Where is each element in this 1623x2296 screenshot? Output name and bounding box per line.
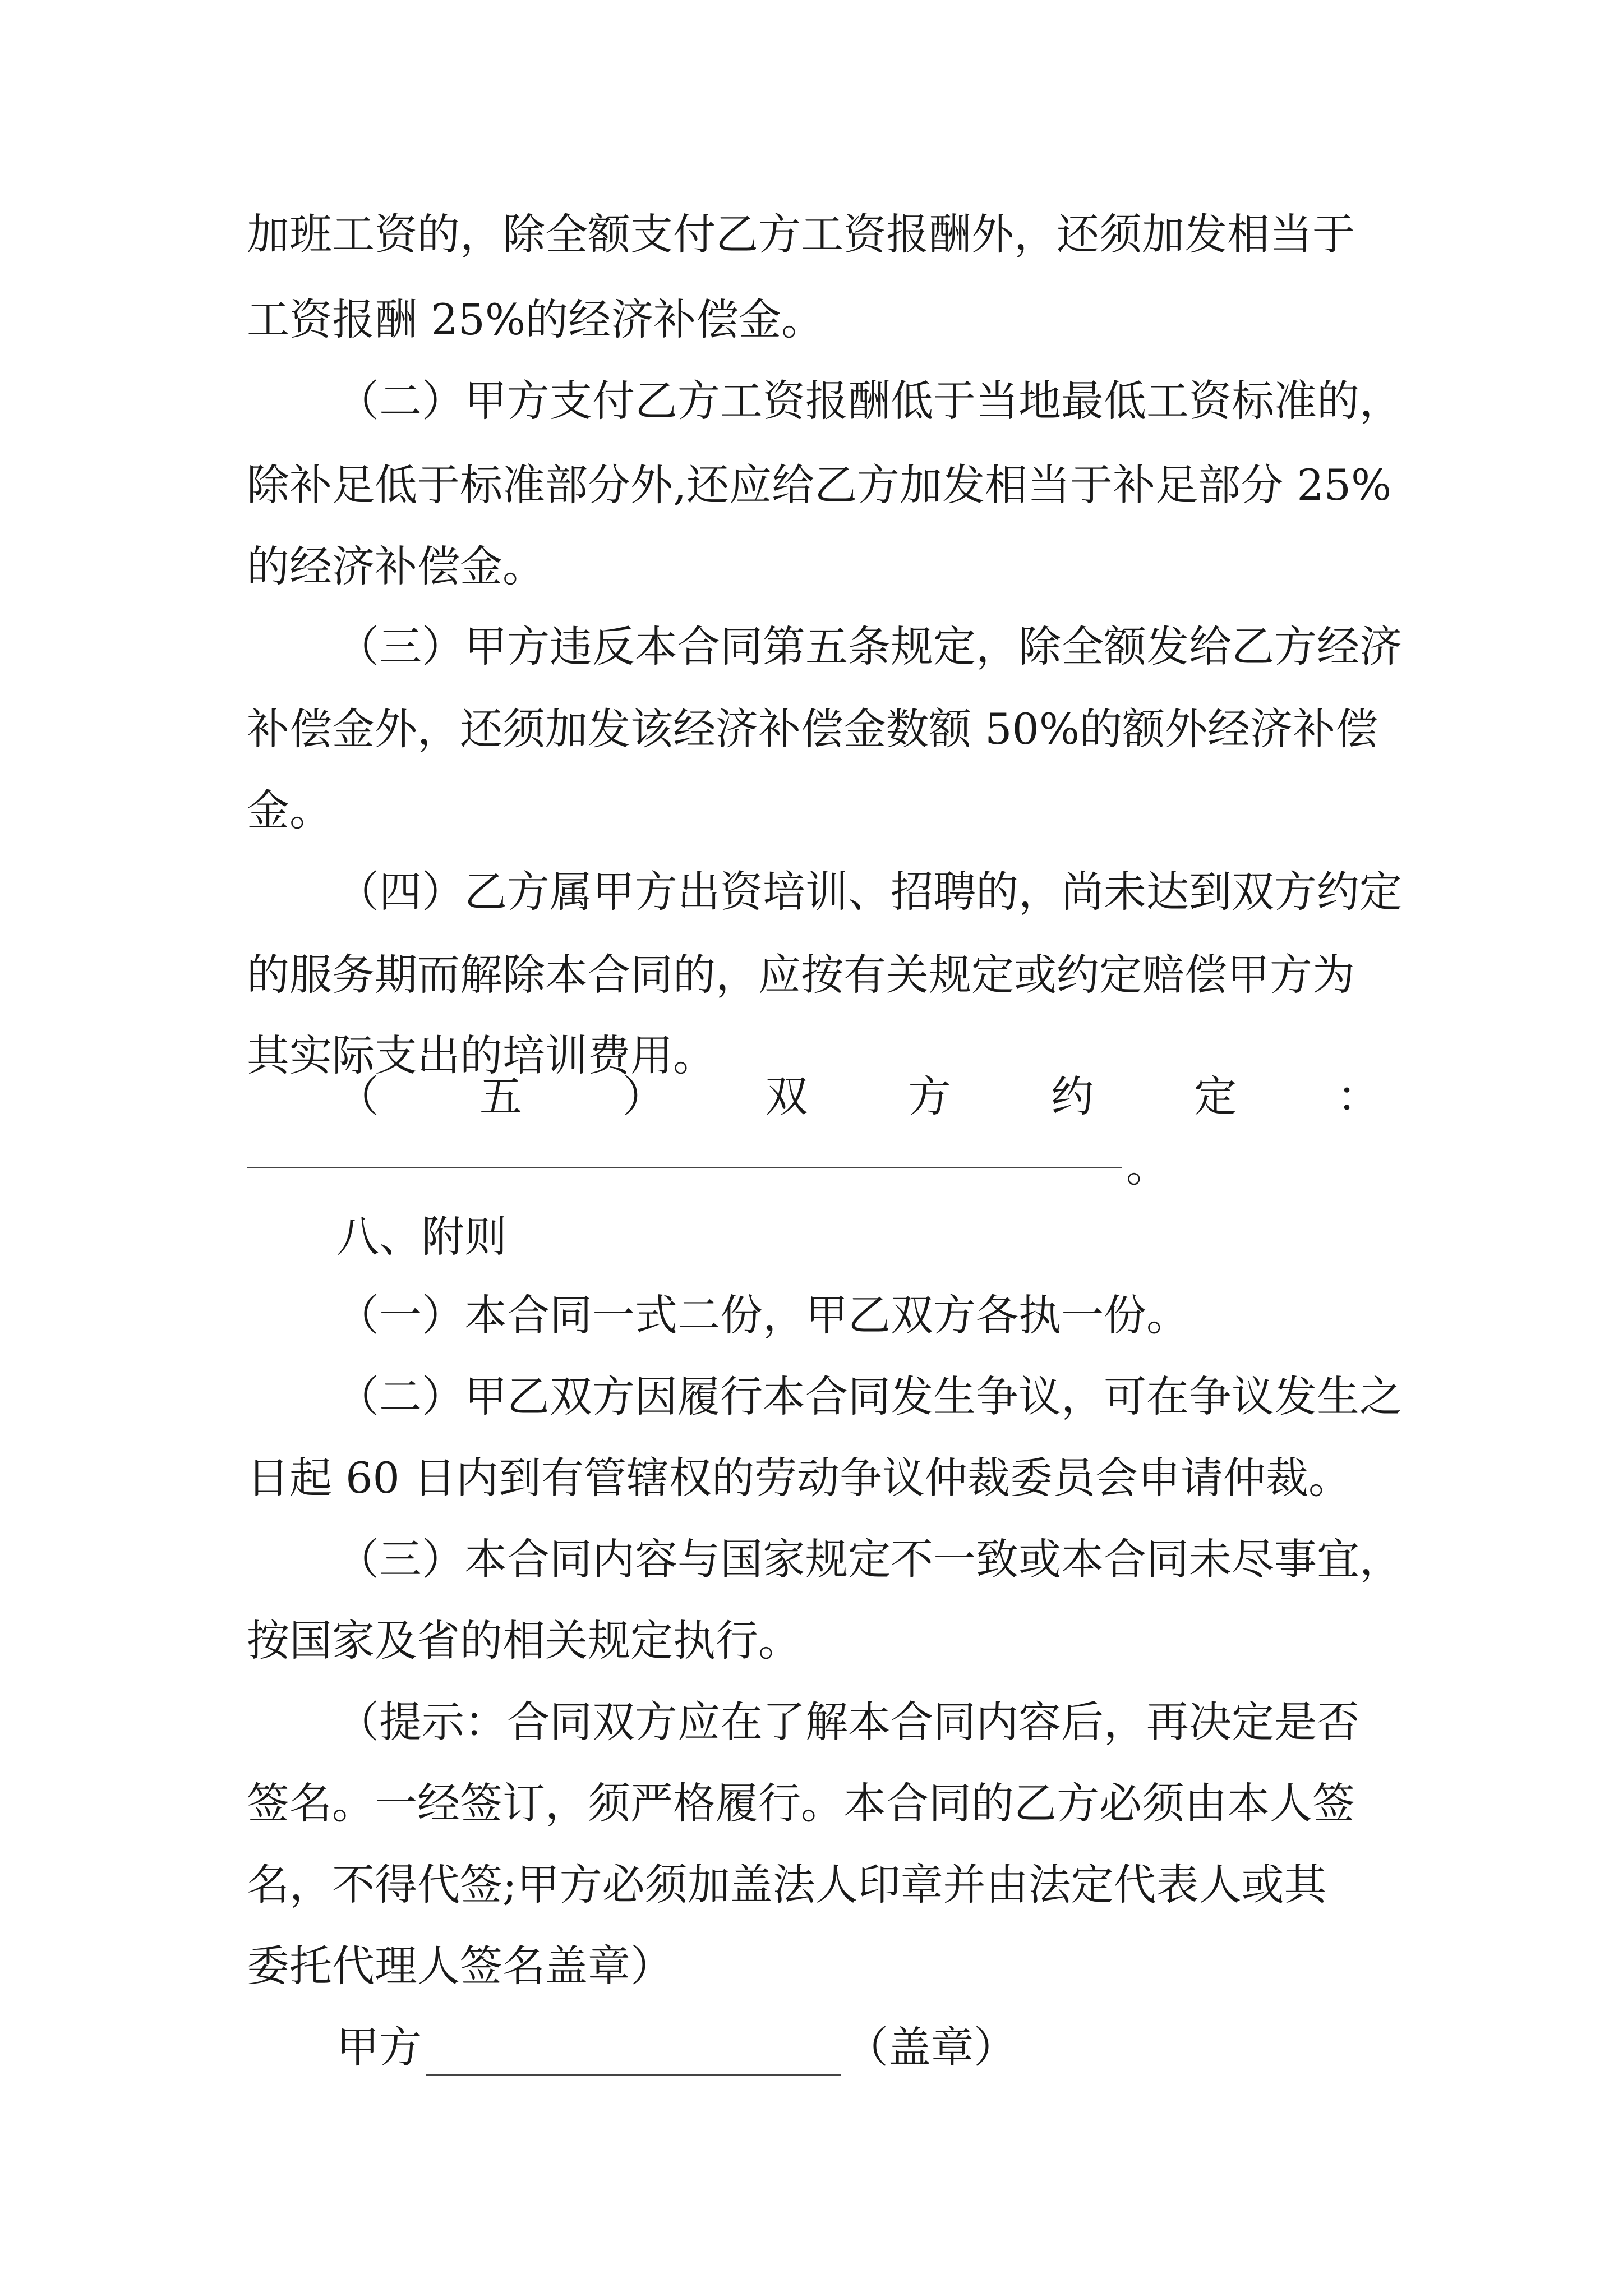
- party-a-signature-line: [336, 2019, 1469, 2076]
- heading-char: 双: [765, 1071, 808, 1121]
- paragraph-line: 日起 60 日内到有管辖权的劳动争议仲裁委员会申请仲裁。: [247, 1453, 1352, 1503]
- paragraph-line: 加班工资的，除全额支付乙方工资报酬外，还须加发相当于: [247, 209, 1355, 259]
- party-a-signature-blank[interactable]: [426, 2033, 841, 2076]
- heading-char: 约: [1051, 1071, 1094, 1121]
- clause-2-line: （二）甲方支付乙方工资报酬低于当地最低工资标准的，: [336, 376, 1402, 426]
- paragraph-line: 金。: [247, 785, 332, 835]
- paragraph-line: 的服务期而解除本合同的，应按有关规定或约定赔偿甲方为: [247, 950, 1355, 1000]
- paragraph-line: 按国家及省的相关规定执行。: [247, 1616, 801, 1665]
- paragraph-line: 名，不得代签;甲方必须加盖法人印章并由法定代表人或其: [247, 1860, 1327, 1910]
- agreement-fill-blank[interactable]: [247, 1167, 1122, 1168]
- heading-char: ）: [622, 1071, 665, 1121]
- paragraph-line: 的经济补偿金。: [247, 541, 545, 591]
- agreement-heading: [336, 1069, 1380, 1125]
- paragraph-line: 其实际支出的培训费用。: [247, 1030, 716, 1080]
- heading-char: 定: [1194, 1071, 1237, 1121]
- paragraph-line: 签名。一经签订，须严格履行。本合同的乙方必须由本人签: [247, 1778, 1355, 1828]
- clause-4-line: （四）乙方属甲方出资培训、招聘的，尚未达到双方约定: [336, 867, 1402, 917]
- agreement-blank-period: 。: [1126, 1142, 1169, 1191]
- clause-3-line: （三）甲方违反本合同第五条规定，除全额发给乙方经济: [336, 622, 1402, 671]
- tip-note: （提示：合同双方应在了解本合同内容后，再决定是否: [336, 1697, 1359, 1747]
- heading-char: ：: [1336, 1071, 1380, 1121]
- heading-char: （: [336, 1071, 379, 1121]
- appendix-heading: 八、附则: [336, 1212, 507, 1262]
- appendix-clause-1: （一）本合同一式二份，甲乙双方各执一份。: [336, 1290, 1189, 1340]
- party-a-label: 甲方: [336, 2022, 422, 2072]
- paragraph-line: 补偿金外，还须加发该经济补偿金数额 50%的额外经济补偿: [247, 704, 1378, 754]
- appendix-clause-2: （二）甲乙双方因履行本合同发生争议，可在争议发生之: [336, 1372, 1402, 1421]
- heading-char: 方: [908, 1071, 951, 1121]
- appendix-clause-3: （三）本合同内容与国家规定不一致或本合同未尽事宜，: [336, 1534, 1402, 1584]
- paragraph-line: 工资报酬 25%的经济补偿金。: [247, 295, 824, 344]
- paragraph-line: 委托代理人签名盖章）: [247, 1941, 673, 1991]
- heading-char: 五: [479, 1071, 522, 1121]
- seal-label: （盖章）: [846, 2022, 1016, 2072]
- paragraph-line: 除补足低于标准部分外,还应给乙方加发相当于补足部分 25%: [247, 460, 1392, 510]
